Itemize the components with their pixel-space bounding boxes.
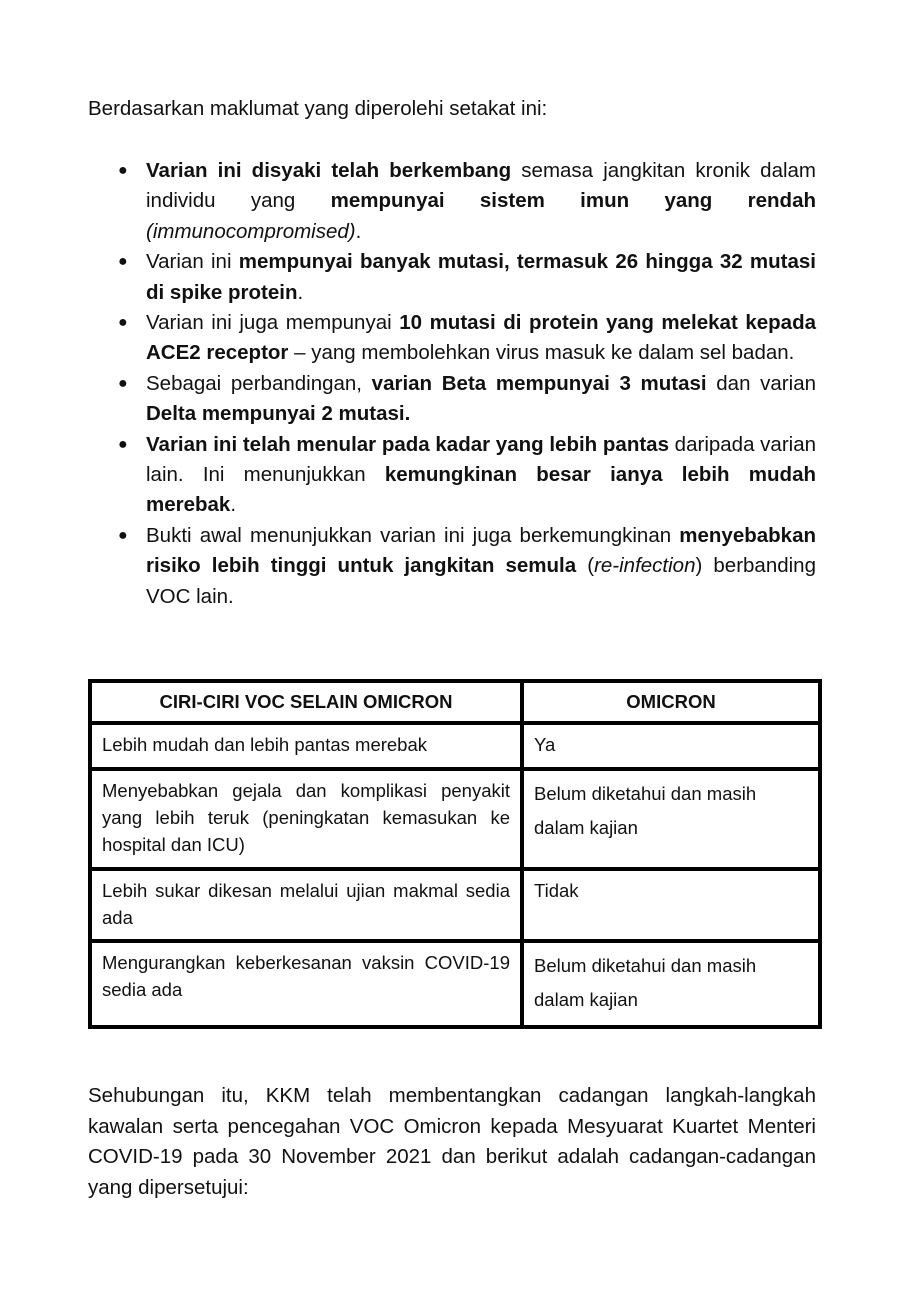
finding-text-run: semasa jangkitan kronik dalam individu yang	[146, 159, 817, 213]
finding-text-run: mempunyai banyak mutasi, termasuk 26 hingga 32 mutasi di spike protein	[146, 250, 816, 304]
finding-text	[146, 159, 816, 243]
column-header-voc-characteristics: CIRI-CIRI VOC SELAIN OMICRON	[90, 681, 522, 723]
bullet-icon: ●	[118, 374, 128, 392]
table-row	[90, 723, 820, 769]
table-row	[90, 941, 820, 1027]
bullet-icon: ●	[118, 526, 128, 544]
comparison-table	[88, 679, 822, 1029]
finding-item	[88, 521, 816, 612]
finding-text-run: kemungkinan besar ianya lebih mudah merebak	[146, 463, 816, 517]
finding-text-run: mempunyai sistem imun yang rendah	[330, 189, 816, 213]
finding-item	[88, 156, 816, 247]
finding-text-run: – yang membolehkan virus masuk ke dalam sel badan.	[288, 341, 795, 365]
finding-text-run: Varian ini telah menular pada kadar yang lebih pantas	[146, 432, 669, 456]
bullet-icon: ●	[118, 162, 128, 179]
omicron-cell: Tidak	[522, 869, 820, 941]
finding-text	[146, 311, 816, 364]
omicron-cell: Belum diketahui dan masih dalam kajian	[522, 941, 820, 1027]
finding-text-run: varian Beta mempunyai 3 mutasi	[371, 371, 707, 395]
finding-text-run: menyebabkan risiko lebih tinggi untuk jangkitan semula	[146, 523, 816, 578]
finding-item	[88, 369, 816, 430]
findings-list	[88, 156, 816, 612]
characteristic-cell: Menyebabkan gejala dan komplikasi penyakit yang lebih teruk (peningkatan kemasukan ke hospital dan ICU)	[90, 769, 522, 869]
table-row	[90, 869, 820, 941]
finding-item	[88, 430, 816, 521]
finding-item	[88, 308, 816, 369]
bullet-icon: ●	[118, 253, 128, 271]
finding-text-run: Varian ini juga mempunyai	[146, 311, 400, 335]
table-row	[90, 769, 820, 869]
finding-text	[146, 250, 816, 303]
bullet-icon: ●	[118, 435, 128, 453]
finding-text-run: dan varian	[706, 371, 816, 395]
finding-text	[146, 372, 816, 425]
bullet-icon: ●	[118, 314, 128, 332]
table-header-row	[90, 681, 820, 723]
finding-text-run: .	[355, 219, 362, 243]
closing-paragraph: Sehubungan itu, KKM telah membentangkan cadangan langkah-langkah kawalan serta pencegahan VOC Omicron kepada Mesyuarat Kuartet Menteri COVID-19 pada 30 November 2021 dan berikut adalah cadangan-cadangan yang dipersetujui:	[88, 1084, 816, 1199]
finding-text-run: .	[230, 493, 237, 517]
characteristic-cell: Mengurangkan keberkesanan vaksin COVID-19 sedia ada	[90, 941, 522, 1027]
finding-text-run: (	[576, 554, 595, 578]
finding-text-run: Sebagai perbandingan,	[146, 371, 372, 395]
finding-text-run: 10 mutasi di protein yang melekat kepada ACE2 receptor	[146, 311, 816, 365]
finding-text-run: Varian ini	[146, 250, 239, 274]
finding-text-run: ) berbanding VOC lain.	[146, 554, 816, 608]
finding-text-run: daripada varian lain. Ini menunjukkan	[146, 432, 817, 487]
finding-text-run: Varian ini disyaki telah berkembang	[146, 159, 512, 182]
finding-text-run: re-infection	[594, 554, 696, 578]
finding-text-run: Bukti awal menunjukkan varian ini juga berkemungkinan	[146, 523, 680, 547]
finding-item	[88, 247, 816, 308]
finding-text-run: .	[297, 280, 304, 304]
finding-text	[146, 433, 816, 517]
omicron-cell: Ya	[522, 723, 820, 769]
intro-paragraph: Berdasarkan maklumat yang diperolehi setakat ini:	[88, 97, 548, 120]
finding-text	[146, 524, 816, 608]
characteristic-cell: Lebih mudah dan lebih pantas merebak	[90, 723, 522, 769]
column-header-omicron: OMICRON	[522, 681, 820, 723]
finding-text-run: (immunocompromised)	[146, 219, 356, 243]
finding-text-run: Delta mempunyai 2 mutasi.	[146, 402, 411, 426]
omicron-cell: Belum diketahui dan masih dalam kajian	[522, 769, 820, 869]
comparison-table-wrapper	[88, 679, 821, 1029]
characteristic-cell: Lebih sukar dikesan melalui ujian makmal sedia ada	[90, 869, 522, 941]
